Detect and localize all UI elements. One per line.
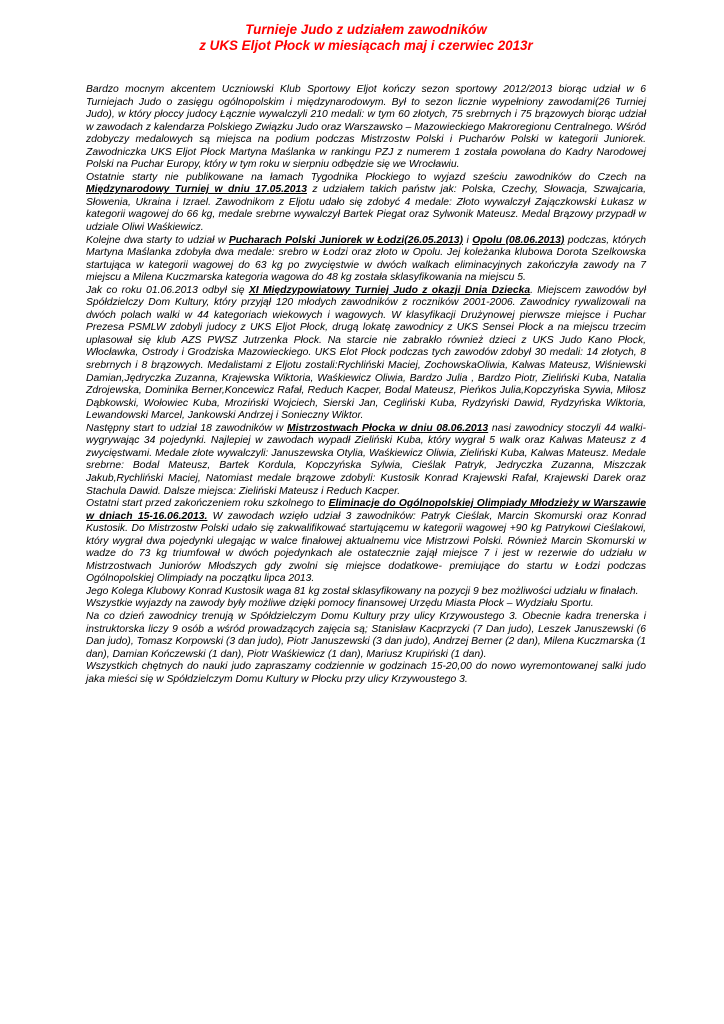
paragraph-text: z udziałem takich państw jak: Polska, Czechy, Słowacja, Szwajcaria, Słowenia, Ukraina i Izrael. Zawodnikom z Eljotu udało się zdobyć 4 medale: Złoto wywalczył Zajączkowski Łukasz w kategorii wagowej do 66 kg, medale srebrne wywalczył Bartek Piegat oraz Sylwonik Mateusz. Medal Brązowy przypadł w udziale Oliwi Waśkiewicz. — [86, 184, 646, 234]
paragraph-polish-cups — [86, 235, 646, 285]
paragraph-youth-olympics-eliminations — [86, 498, 646, 586]
paragraph-text: W zawodach wzięło udział 3 zawodników: Patryk Cieślak, Marcin Skomurski oraz Konrad Kustosik. Do Mistrzostw Polski udało się zakwalifikować startującemu w kategorii wagowej +90 kg Patrykowi Cieślakowi, który wygrał dwa pojedynki ulegając w walce finałowej aktualnemu vice Mistrzowi Polski. Również Marcin Skomurski w wadze do 73 kg triumfował w dwóch pojedynkach ale ostatecznie zajął miejsce 7 i jest w rezerwie do udziału w Mistrzostwach Juniorów Młodszych gdy zwolni się miejsce dodatkowe- premiujące do startu w Łodzi podczas Ogólnopolskiej Olimpiady na początku lipca 2013. — [86, 510, 646, 585]
paragraph-text: Wszystkich chętnych do nauki judo zapraszamy codziennie w godzinach 15-20,00 do nowo wyremontowanej salki judo jaka mieści się w Spółdzielczym Domu Kultury w Płocku przy ulicy Krzywoustego 3. — [86, 661, 646, 685]
title-line-2: z UKS Eljot Płock w miesiącach maj i czerwiec 2013r — [199, 38, 533, 53]
event-highlight: Mistrzostwach Płocka w dniu 08.06.2013 — [286, 422, 489, 434]
paragraph-international-tournament — [86, 172, 646, 235]
paragraph-funding — [86, 598, 646, 611]
event-highlight: Międzynarodowy Turniej w dniu 17.05.2013 — [86, 184, 307, 196]
paragraph-text: . Miejscem zawodów był Spółdzielczy Dom Kultury, który przyjął 120 młodych zawodników z roczników 2001-2006. Zawodnicy rywalizowali na dwóch polach walki w 44 kategoriach wiekowych i wagowych. W klasyfikacji Drużynowej pierwsze miejsce i Puchar Prezesa PSMLW zdobyli judocy z UKS Eljot Płock, drugą lokatę zawodnicy z UKS Sensei Płock a na miejscu trzecim uplasował się klub AZS PWSZ Jutrzenka Płock. Na starcie nie zabrakło również dzieci z UKS Judo Kano Płock, Włocławka, Ostrody i Grodziska Mazowieckiego. UKS Elot Płock podczas tych zawodów zdobył 30 medali: 14 złotych, 8 srebrnych i 8 brązowych. Medalistami z Eljotu zostali:Rychliński Maciej, ZochowskaOliwia, Kalwas Mateusz, Wiśniewski Damian,Jędryczka Zuzanna, Krajewska Wiktoria, Waśkiewicz Oliwia, Bardzo Julia , Bardzo Piotr, Zieliński Kuba, Natalia Zdrojewska, Dominika Berner,Koncewicz Rafał, Reduch Kacper, Bodal Mateusz, Pieńkos Julia,Kopczyńska Sywia, Miłosz Dąbkowski, Wołowiec Kuba, Mroziński Wojciech, Sierski Jan, Cegliński Kuba, Rydzyński Dawid, Rydzyńska Wiktoria, Lewandowski Marcel, Jankowski Andrzej i Sonieczny Wiktor. — [86, 284, 646, 422]
paragraph-text: Następny start to udział 18 zawodników w — [86, 422, 287, 434]
event-highlight: Eliminacje do Ogólnopolskiej Olimpiady Młodzieży w Warszawie w dniach 15-16.06.2013. — [86, 498, 646, 522]
paragraph-childrens-day-tournament — [86, 285, 646, 423]
article-body — [86, 84, 646, 686]
event-highlight: Opolu (08.06.2013) — [472, 234, 565, 246]
paragraph-plock-championships — [86, 423, 646, 498]
title-line-1: Turnieje Judo z udziałem zawodników — [245, 22, 487, 37]
paragraph-text: Ostatnie starty nie publikowane na łamach Tygodnika Płockiego to wyjazd sześciu zawodników do Czech na — [86, 171, 646, 183]
paragraph-text: podczas, których Martyna Maślanka zdobyła dwa medale: srebro w Łodzi oraz złoto w Opolu. Jej koleżanka klubowa Dorota Szelkowska startująca w kategorii wagowej do 63 kg po zwycięstwie w dwóch walkach eliminacyjnych zakończyła zawody na 7 miejscu a Milena Kuczmarska kategoria wagowa do 48 kg została sklasyfikowania na miejscu 5. — [86, 234, 646, 284]
event-highlight: Pucharach Polski Juniorek w Łodzi(26.05.2013) — [228, 234, 463, 246]
paragraph-kustosik — [86, 586, 646, 599]
document-page — [86, 22, 646, 686]
paragraph-text: nasi zawodnicy stoczyli 44 walki-wygrywając 34 pojedynki. Najlepiej w zawodach wypadł Zieliński Kuba, który wygrał 5 walk oraz Kalwas Mateusz z 4 zwycięstwami. Medale złote wywalczyli: Januszewska Otylia, Waśkiewicz Oliwia, Zieliński Kuba, Kalwas Mateusz. Medale srebrne: Bodal Mateusz, Bartek Kordula, Kopczyńska Sylwia, Cieślak Patryk, Jedryczka Zuzanna, Miszczak Jakub,Rychliński Maciej, Natomiast medale brązowe zdobyli: Kustosik Konrad Krajewski Rafał, Krajewski Darek oraz Stachula Dawid. Dalsze miejsca: Zieliński Mateusz i Reduch Kacper. — [86, 422, 646, 497]
paragraph-coaching-staff — [86, 611, 646, 661]
paragraph-text: i — [462, 234, 473, 246]
paragraph-text: Ostatni start przed zakończeniem roku szkolnego to — [86, 498, 329, 510]
paragraph-intro — [86, 84, 646, 172]
paragraph-text: Jego Kolega Klubowy Konrad Kustosik waga 81 kg został sklasyfikowany na pozycji 9 bez możliwości udziału w finałach. — [86, 585, 639, 597]
paragraph-text: Bardzo mocnym akcentem Uczniowski Klub Sportowy Eljot kończy sezon sportowy 2012/2013 biorąc udział w 6 Turniejach Judo o zasięgu ogólnopolskim i międzynarodowym. Był to sezon licznie wypełniony zawodami(26 Turniej Judo), w który płoccy judocy Łącznie wywalczyli 210 medali: w tym 60 złotych, 75 srebrnych i 75 brązowych biorąc udział w zawodach z kalendarza Polskiego Związku Judo oraz Warszawsko – Mazowieckiego Makroregionu Centralnego. Wśród zdobyczy medalowych są miejsca na podium podczas Mistrzostw Polski i Pucharów Polski w kategorii Juniorek. Zawodniczka UKS Eljot Płock Martyna Maślanka w rankingu PZJ z numerem 1 została powołana do Kadry Narodowej Polski na Puchar Europy, który w tym roku w sierpniu odbędzie się we Wrocławiu. — [86, 84, 646, 171]
paragraph-invitation — [86, 661, 646, 686]
paragraph-text: Jak co roku 01.06.2013 odbył się — [86, 284, 249, 296]
paragraph-text: Kolejne dwa starty to udział w — [86, 234, 229, 246]
paragraph-text: Na co dzień zawodnicy trenują w Spółdzielczym Domu Kultury przy ulicy Krzywoustego 3. Obecnie kadra trenerska i instruktorska liczy 9 osób a wśród prowadzących zajęcia są; Stanisław Kacprzycki (7 Dan judo), Leszek Januszewski (6 Dan judo), Tomasz Korpowski (3 dan judo), Piotr Januszewski (3 dan judo), Andrzej Berner (2 dan), Milena Kuczmarska (1 dan), Damian Kończewski (1 dan), Piotr Waśkiewicz (1 dan), Mariusz Krupiński (1 dan). — [86, 610, 646, 660]
event-highlight: XI Międzypowiatowy Turniej Judo z okazji Dnia Dziecka — [248, 284, 531, 296]
paragraph-text: Wszystkie wyjazdy na zawody były możliwe dzięki pomocy finansowej Urzędu Miasta Płock – Wydziału Sportu. — [86, 598, 594, 610]
document-title — [86, 22, 646, 54]
